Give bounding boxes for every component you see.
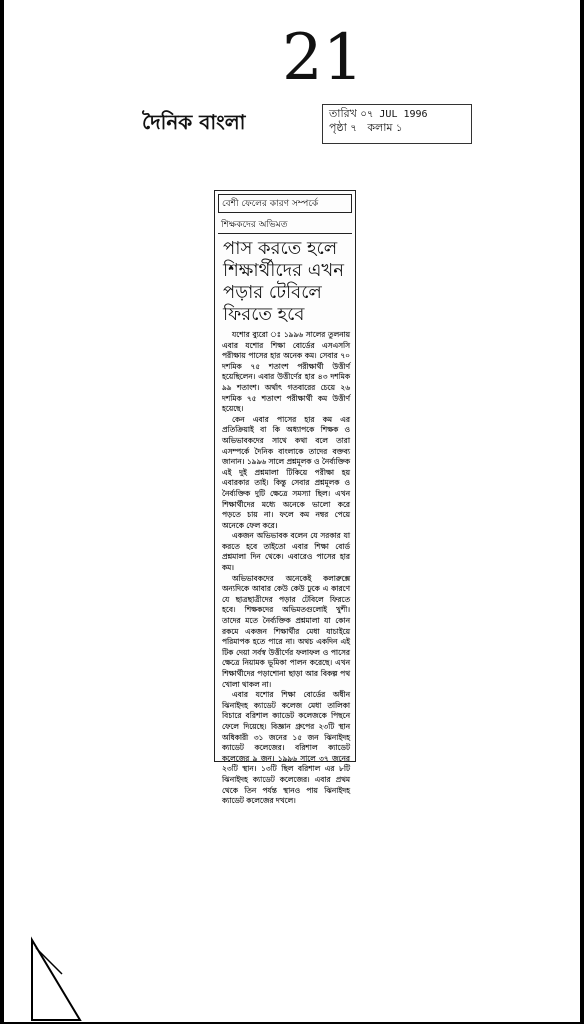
stamp-date-value: ০৭ JUL 1996 xyxy=(360,109,428,120)
article-subkicker: শিক্ষকদের অভিমত xyxy=(218,216,352,234)
news-clipping xyxy=(214,190,356,806)
stamp-date-row xyxy=(329,107,465,121)
article-paragraph: একজন অভিভাবক বলেন যে সরকার যা করতে হবে তাইতো এবার শিক্ষা বোর্ড প্রশ্নমালা দিন থেকে। এবারেও পাসের হার কম। xyxy=(222,531,350,573)
article-kicker: বেশী ফেলের কারণ সম্পর্কে xyxy=(218,194,352,213)
article-paragraph: এবার যশোর শিক্ষা বোর্ডের অধীন ঝিনাইদহ ক্যাডেট কলেজ মেধা তালিকা বিচারে বরিশাল ক্যাডেট কলেজকে পিছনে ফেলে দিয়েছে। বিজ্ঞান গ্রুপের ২৩টি স্থান অধিকারী ৩১ জনের ১৫ জন ঝিনাইদহ ক্যাডেট কলেজের। বরিশাল ক্যাডেট কলেজের ৯ জন। ১৯৯৬ সালে ৩৭ জনের ২৩টি স্থান। ১৩টি ছিল বরিশাল এর ৮টি ঝিনাইদহ ক্যাডেট কলেজের। এবার প্রথম থেকে তিন পর্যন্ত স্থানও পায় ঝিনাইদহ ক্যাডেট কলেজের দখলে। xyxy=(222,690,350,806)
handwritten-page-number: 21 xyxy=(282,21,364,95)
article-headline xyxy=(215,234,355,328)
headline-line: ফিরতে হবে xyxy=(223,304,305,325)
article-paragraph: অভিভাবকদের অনেকেই কলারুক্সে অন্যদিকে আবার কেউ কেউ ঢুকে এ কারণে যে ছাত্রছাত্রীদের পড়ার টেবিলে ফিরতে হবে। শিক্ষকদের অভিমতগুলোই খুশী। তাদের মতে নৈর্ব্যক্তিক প্রশ্নমালা যা কোন রকমে একজন শিক্ষার্থীর মেধা যাচাইয়ে পরিমাপক হতে পারে না। অথচ একদিন এই টিক দেয়া সর্বস্ব উত্তীর্ণের ফলাফল ও পাসের ক্ষেত্রে নিয়ামক ভূমিকা পালন করেছে। এখন শিক্ষার্থীদের পড়াশোনা ছাড়া আর বিকল্প পথ খোলা থাকল না। xyxy=(222,573,350,689)
newspaper-name: দৈনিক বাংলা xyxy=(142,110,246,134)
article-paragraph: কেন এবার পাসের হার কম এর প্রতিক্রিয়াই বা কি অধ্যাপকে শিক্ষক ও অভিভাবকদের সাথে কথা বলে তারা এসম্পর্কে দৈনিক বাংলাকে তাদের বক্তব্য জানান। ১৯৯৬ সালে প্রশ্নমূলক ও নৈর্ব্যক্তিক এই দুই প্রশ্নমালা টিকিয়ে পরীক্ষা হয় এবারকার তাই। কিন্তু সেবার প্রশ্নমূলক ও নৈর্ব্যক্তিক দুটি ক্ষেত্রে সমস্যা ছিল। এখন শিক্ষার্থীদের মধ্যে অনেকে ভালো করে পড়তে চায় না। ফলে কম নম্বর পেয়ে অনেকে ফেল করে। xyxy=(222,414,350,530)
headline-line: শিক্ষার্থীদের এখন xyxy=(223,260,344,281)
stamp-page-label: পৃষ্ঠা xyxy=(329,121,347,134)
scanned-page xyxy=(4,0,580,1022)
stamp-date-label: তারিখ xyxy=(329,107,357,120)
date-stamp xyxy=(322,104,472,144)
stamp-column-label: কলাম xyxy=(367,121,393,134)
stamp-page-row xyxy=(329,121,465,135)
article-paragraph: যশোর ব্যুরো ঃ ১৯৯৬ সালের তুলনায় এবার যশোর শিক্ষা বোর্ডের এসএসসি পরীক্ষায় পাসের হার অনেক কম। সেবার ৭০ দশমিক ৭৫ শতাংশ পরীক্ষার্থী উত্তীর্ণ হয়েছিলেন। এবার উত্তীর্ণের হার ৪৩ দশমিক ৯৯ শতাংশ। অর্থাৎ গতবারের চেয়ে ২৬ দশমিক ৭৫ শতাংশ পরীক্ষার্থী কম উত্তীর্ণ হয়েছে। xyxy=(222,330,350,414)
article-body xyxy=(215,328,355,811)
headline-line: পড়ার টেবিলে xyxy=(223,282,322,303)
headline-line: পাস করতে হলে xyxy=(223,238,338,259)
folded-corner xyxy=(32,940,80,1020)
stamp-page-value: ৭ xyxy=(350,123,357,134)
stamp-column-value: ১ xyxy=(396,123,403,134)
